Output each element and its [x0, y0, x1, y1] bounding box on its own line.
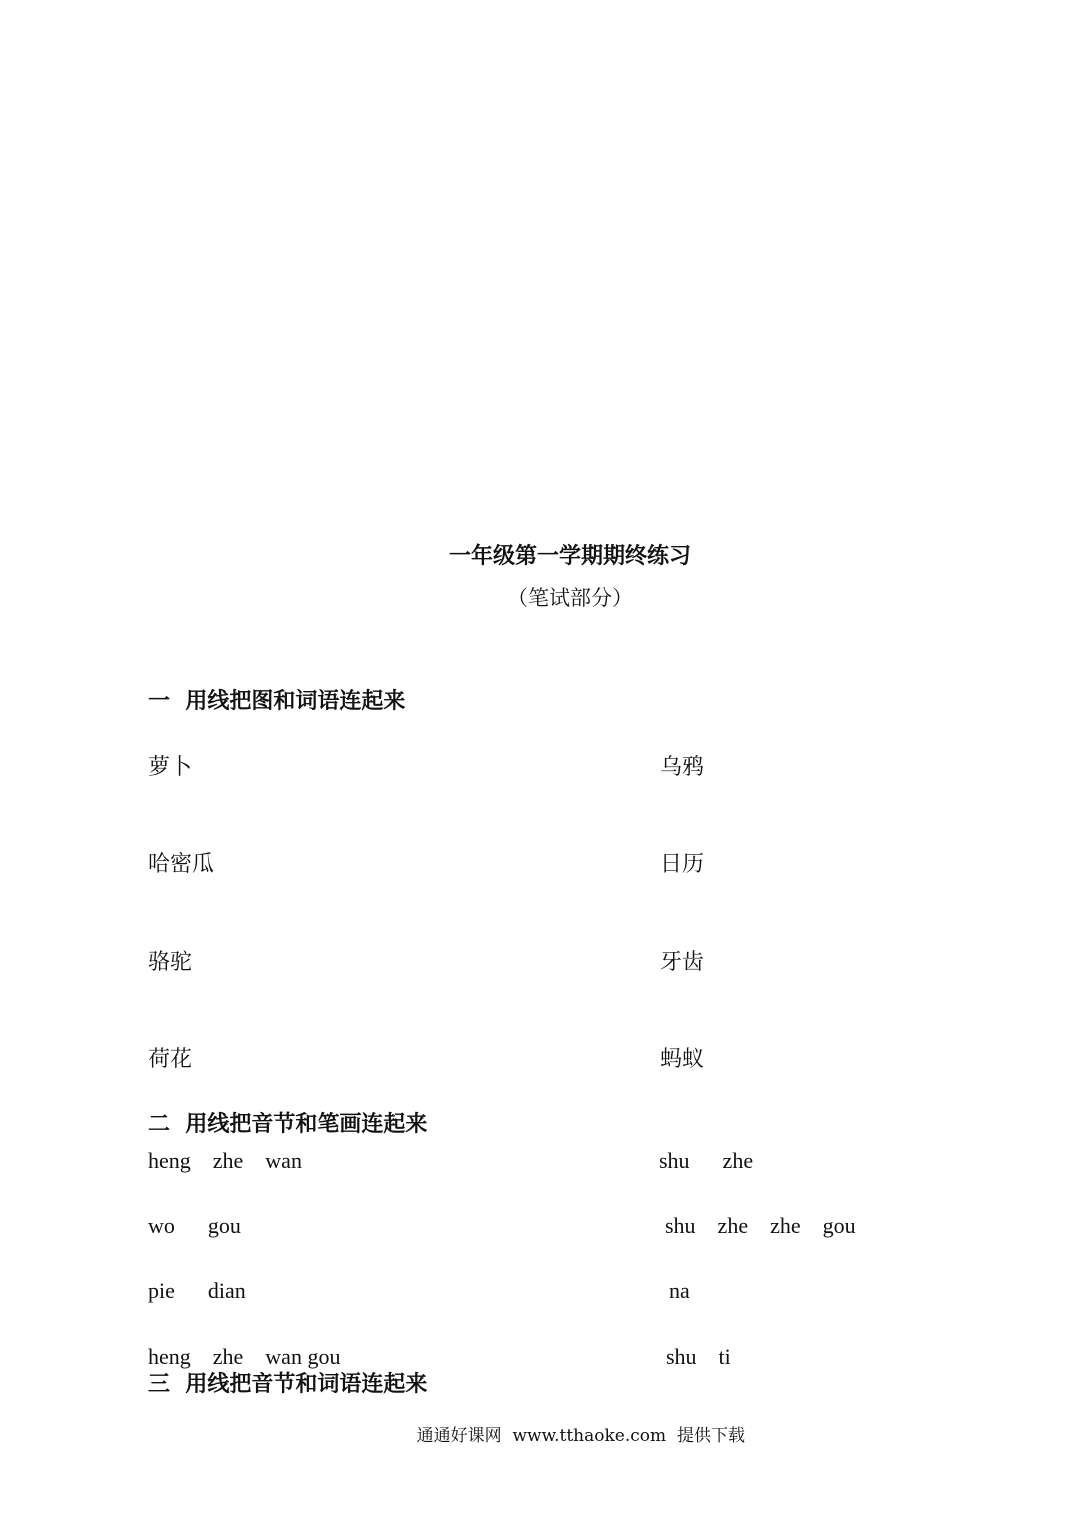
right-syllable-4: shu ti	[666, 1344, 731, 1369]
left-word-1: 萝卜	[148, 755, 193, 780]
right-syllable-3: na	[669, 1278, 690, 1303]
left-syllable-2: wo gou	[148, 1213, 241, 1238]
footer-suffix: 提供下载	[676, 1426, 745, 1446]
page-footer	[0, 1411, 1087, 1462]
section-1-heading: 一 用线把图和词语连起来	[148, 689, 406, 714]
right-word-2: 日历	[660, 852, 705, 877]
right-word-1: 乌鸦	[660, 755, 705, 780]
page-subtitle: （笔试部分）	[507, 586, 633, 610]
section-3-heading: 三 用线把音节和词语连起来	[148, 1372, 428, 1397]
left-syllable-3: pie dian	[148, 1278, 246, 1303]
left-syllable-4: heng zhe wan gou	[148, 1344, 341, 1369]
left-word-2: 哈密瓜	[148, 852, 215, 877]
footer-url: www.tthaoke.com	[512, 1426, 667, 1446]
left-word-4: 荷花	[148, 1047, 193, 1072]
footer-site-name: 通通好课网	[416, 1426, 502, 1446]
section-2-heading: 二 用线把音节和笔画连起来	[148, 1112, 428, 1137]
left-word-3: 骆驼	[148, 950, 193, 975]
page-title: 一年级第一学期期终练习	[448, 544, 691, 569]
right-syllable-1: shu zhe	[659, 1148, 754, 1173]
right-syllable-2: shu zhe zhe gou	[665, 1213, 856, 1238]
right-word-3: 牙齿	[660, 950, 705, 975]
left-syllable-1: heng zhe wan	[148, 1148, 302, 1173]
right-word-4: 蚂蚁	[660, 1047, 705, 1072]
